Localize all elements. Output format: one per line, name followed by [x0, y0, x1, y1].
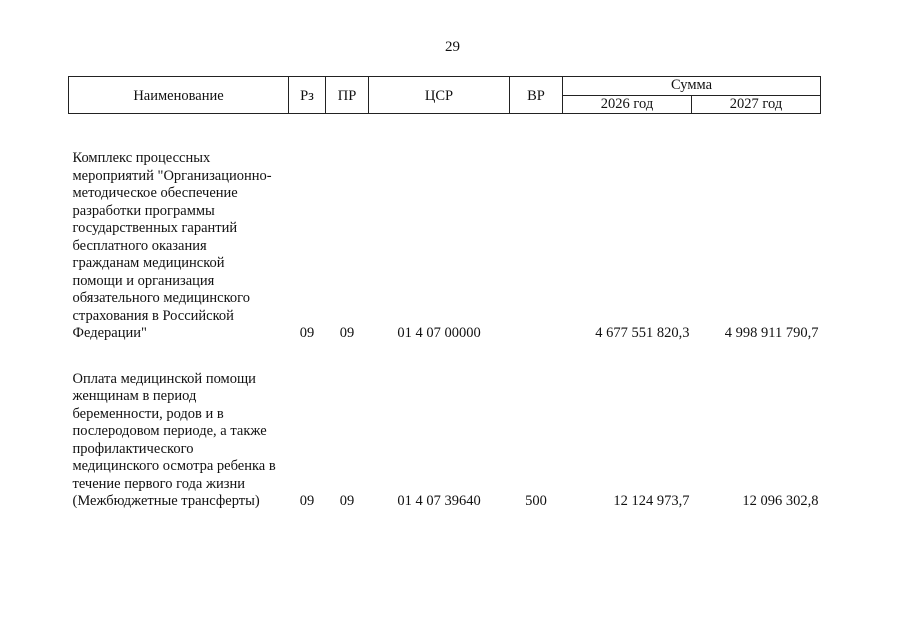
row-name: Оплата медицинской помощи женщинам в период беременности, родов и в послеродовом периоде, а также профилактического медицинского осмотра ребенка в течение первого года жизни (Межбюджетные трансферты) — [72, 370, 276, 509]
page-number: 29 — [445, 39, 460, 55]
row-vr: 500 — [525, 493, 547, 509]
header-year-2027: 2027 год — [692, 95, 821, 114]
header-rz: Рз — [289, 77, 326, 114]
row-sum-2027: 12 096 302,8 — [742, 493, 819, 509]
budget-table — [68, 76, 821, 511]
row-csr: 01 4 07 00000 — [397, 325, 481, 341]
row-sum-2027: 4 998 911 790,7 — [724, 325, 819, 341]
table-row — [69, 371, 821, 511]
header-csr: ЦСР — [369, 77, 510, 114]
row-pr: 09 — [339, 493, 355, 509]
row-sum-2026: 4 677 551 820,3 — [595, 325, 690, 341]
header-vr: ВР — [510, 77, 563, 114]
row-gap — [69, 343, 821, 371]
row-vr — [510, 150, 563, 343]
header-pr: ПР — [326, 77, 369, 114]
header-name: Наименование — [69, 77, 289, 114]
row-rz: 09 — [299, 493, 315, 509]
table-header — [69, 77, 821, 114]
header-sum: Сумма — [563, 77, 821, 96]
row-spacer — [69, 114, 821, 151]
table-row — [69, 150, 821, 343]
row-pr: 09 — [339, 325, 355, 341]
header-year-2026: 2026 год — [563, 95, 692, 114]
row-name: Комплекс процессных мероприятий "Организационно- методическое обеспечение разработки программы государственных гарантий бесплатного оказания гражданам медицинской помощи и организация обязательного медицинского страхования в Российской Федерации" — [72, 150, 272, 341]
row-csr: 01 4 07 39640 — [397, 493, 481, 509]
row-sum-2026: 12 124 973,7 — [613, 493, 690, 509]
row-rz: 09 — [299, 325, 315, 341]
